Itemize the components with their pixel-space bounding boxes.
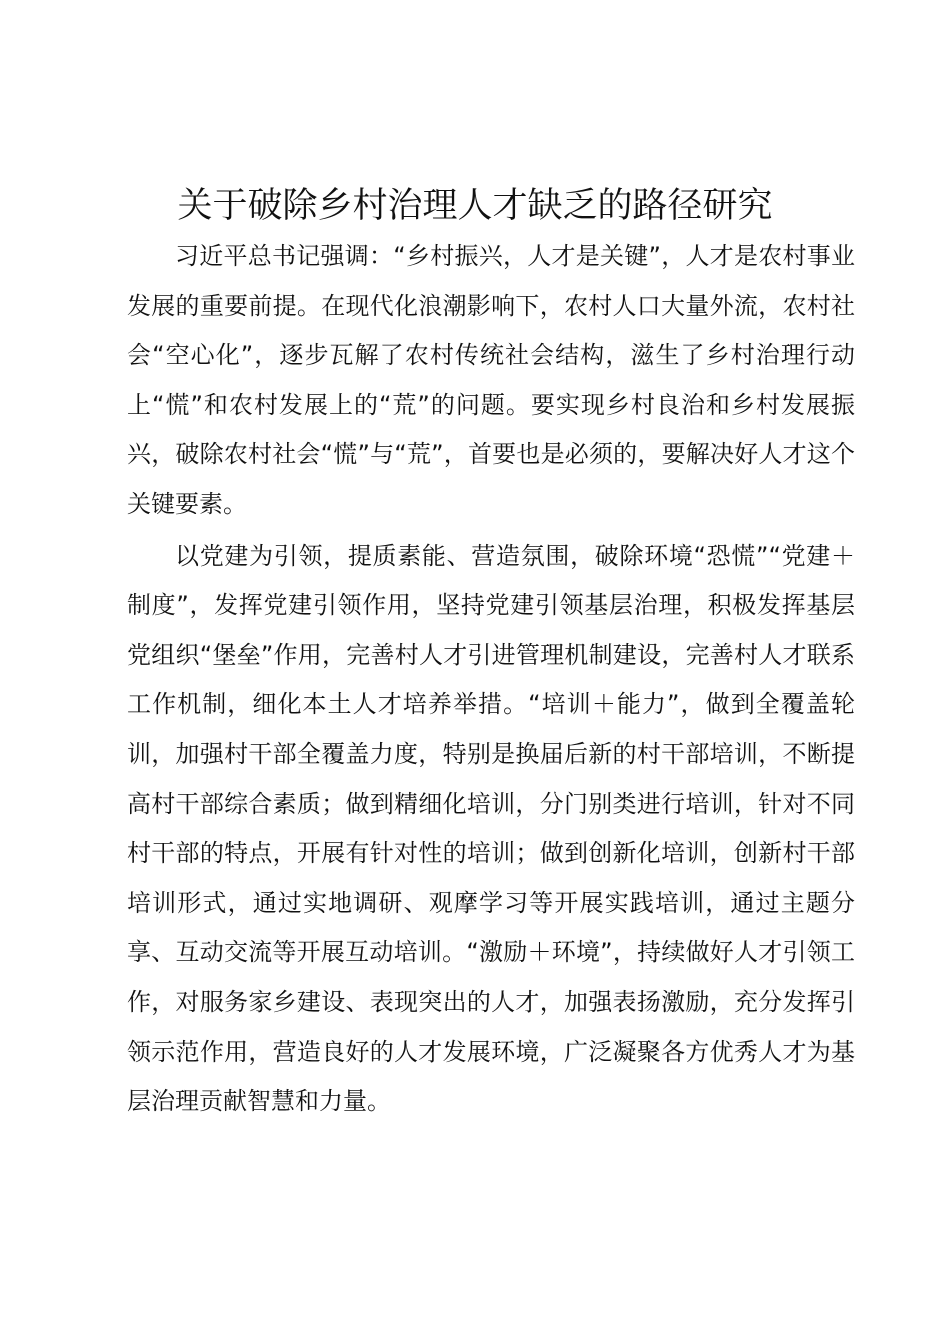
paragraph-2: 以党建为引领，提质素能、营造氛围，破除环境“恐慌”“党建＋制度”，发挥党建引领作用，坚持党建引领基层治理，积极发挥基层党组织“堡垒”作用，完善村人才引进管理机制建设，完善村人才联系工作机制，细化本土人才培养举措。“培训＋能力”，做到全覆盖轮训，加强村干部全覆盖力度，特别是换届后新的村干部培训，不断提高村干部综合素质；做到精细化培训，分门别类进行培训，针对不同村干部的特点，开展有针对性的培训；做到创新化培训，创新村干部培训形式，通过实地调研、观摩学习等开展实践培训，通过主题分享、互动交流等开展互动培训。“激励＋环境”，持续做好人才引领工作，对服务家乡建设、表现突出的人才，加强表扬激励，充分发挥引领示范作用，营造良好的人才发展环境，广泛凝聚各方优秀人才为基层治理贡献智慧和力量。 bbox=[127, 541, 855, 1116]
document-title: 关于破除乡村治理人才缺乏的路径研究 bbox=[177, 186, 773, 226]
document-body bbox=[127, 232, 855, 1127]
paragraph-1: 习近平总书记强调：“乡村振兴，人才是关键”，人才是农村事业发展的重要前提。在现代化浪潮影响下，农村人口大量外流，农村社会“空心化”，逐步瓦解了农村传统社会结构，滋生了乡村治理行动上“慌”和农村发展上的“荒”的问题。要实现乡村良治和乡村发展振兴，破除农村社会“慌”与“荒”，首要也是必须的，要解决好人才这个关键要素。 bbox=[127, 242, 855, 518]
